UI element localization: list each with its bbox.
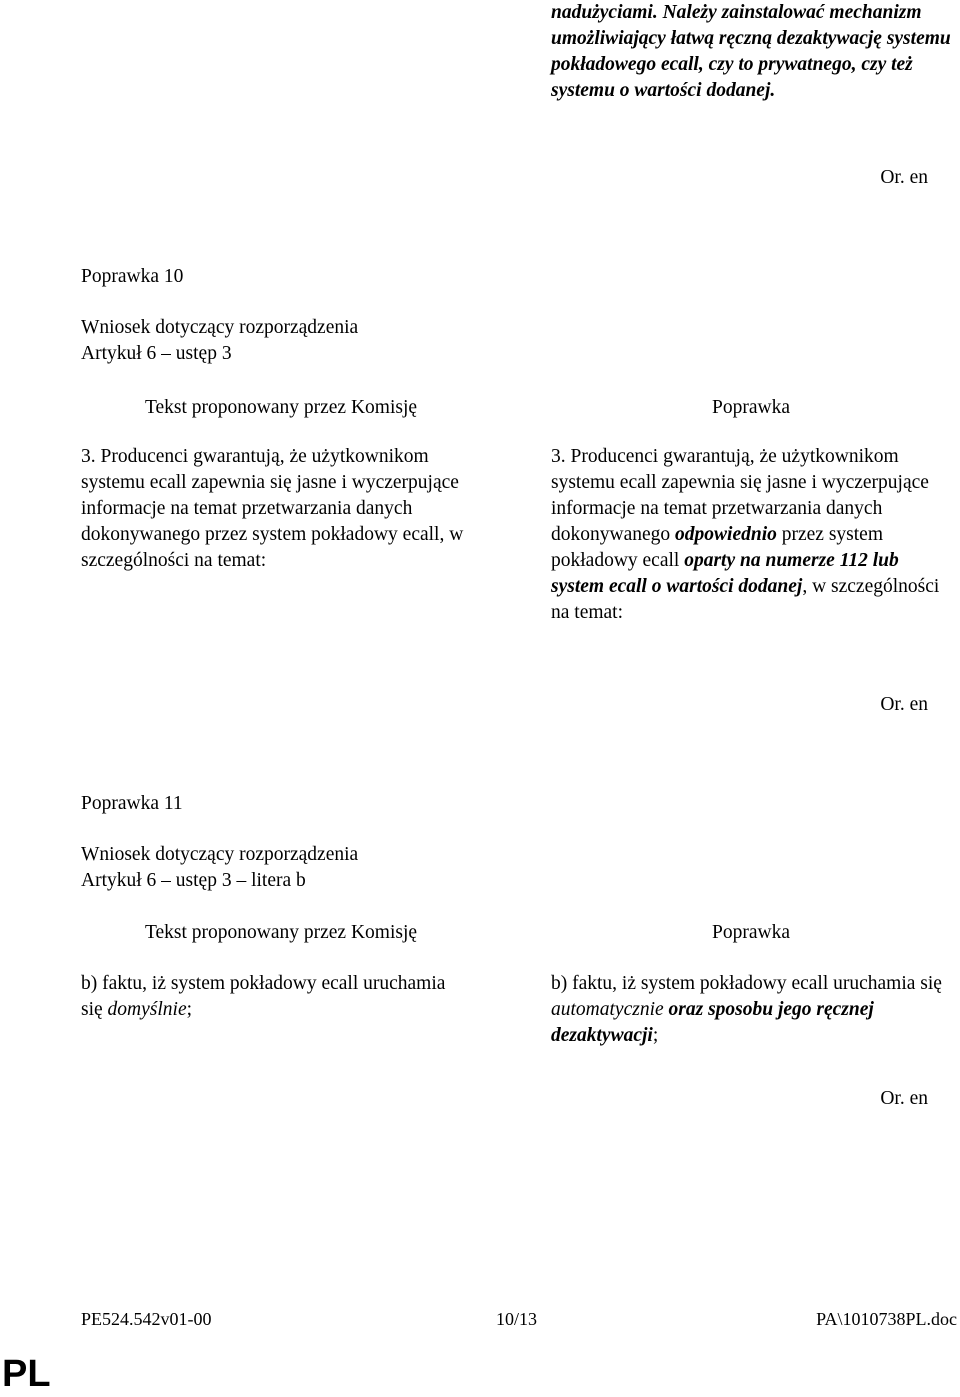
text-run: b) faktu, iż system pokładowy ecall uruchamia się [551, 973, 942, 994]
amendment-column-header: Poprawka [712, 922, 790, 943]
emphasized-text: automatycznie [551, 999, 664, 1020]
footer-document-id: PE524.542v01-00 [81, 1309, 212, 1329]
or-language-label: Or. en [880, 694, 928, 715]
commission-text [81, 971, 451, 1023]
amendment-column-header: Poprawka [712, 397, 790, 418]
or-language-label: Or. en [880, 1088, 928, 1109]
footer-page-number: 10/13 [496, 1309, 538, 1329]
emphasized-text: oraz sposobu jego ręcznej dezaktywacji [551, 999, 874, 1046]
amended-text [551, 444, 951, 626]
commission-text [81, 444, 481, 574]
emphasized-text: odpowiednio [675, 524, 777, 545]
article-reference: Artykuł 6 – ustęp 3 [81, 343, 232, 364]
article-reference: Artykuł 6 – ustęp 3 – litera b [81, 870, 306, 891]
emphasized-text: domyślnie [107, 999, 187, 1020]
commission-text-header: Tekst proponowany przez Komisję [144, 922, 418, 943]
commission-text-header: Tekst proponowany przez Komisję [144, 397, 418, 418]
language-code: PL [2, 1353, 51, 1395]
emphasized-text: oparty na numerze 112 lub system ecall o wartości dodanej [551, 550, 899, 597]
text-run: ; [186, 999, 193, 1020]
text-run: 3. Producenci gwarantują, że użytkownikom systemu ecall zapewnia się jasne i wyczerpujące informacje na temat przetwarzania danych dokonywanego przez system pokładowy ecall, w szczególności na temat: [81, 446, 464, 571]
continuation-paragraph [551, 0, 951, 104]
proposal-heading: Wniosek dotyczący rozporządzenia [81, 317, 359, 338]
proposal-heading: Wniosek dotyczący rozporządzenia [81, 844, 359, 865]
text-run: 3. Producenci gwarantują, że użytkownikom systemu ecall zapewnia się jasne i wyczerpujące informacje na temat przetwarzania danych dokonywanego [551, 446, 929, 545]
text-run: , w szczególności na temat: [551, 576, 940, 623]
or-language-label: Or. en [880, 167, 928, 188]
amendment-title: Poprawka 10 [81, 266, 184, 287]
text-run: b) faktu, iż system pokładowy ecall uruchamia się [81, 973, 446, 1020]
emphasized-text: nadużyciami. Należy zainstalować mechanizm umożliwiający łatwą ręczną dezaktywację systemu pokładowego ecall, czy to prywatnego, czy też systemu o wartości dodanej. [551, 2, 951, 101]
text-run: ; [652, 1025, 659, 1046]
footer-file-name: PA\1010738PL.doc [816, 1309, 957, 1329]
amended-text [551, 971, 951, 1049]
text-run: przez system pokładowy ecall [551, 524, 884, 571]
amendment-title: Poprawka 11 [81, 793, 183, 814]
